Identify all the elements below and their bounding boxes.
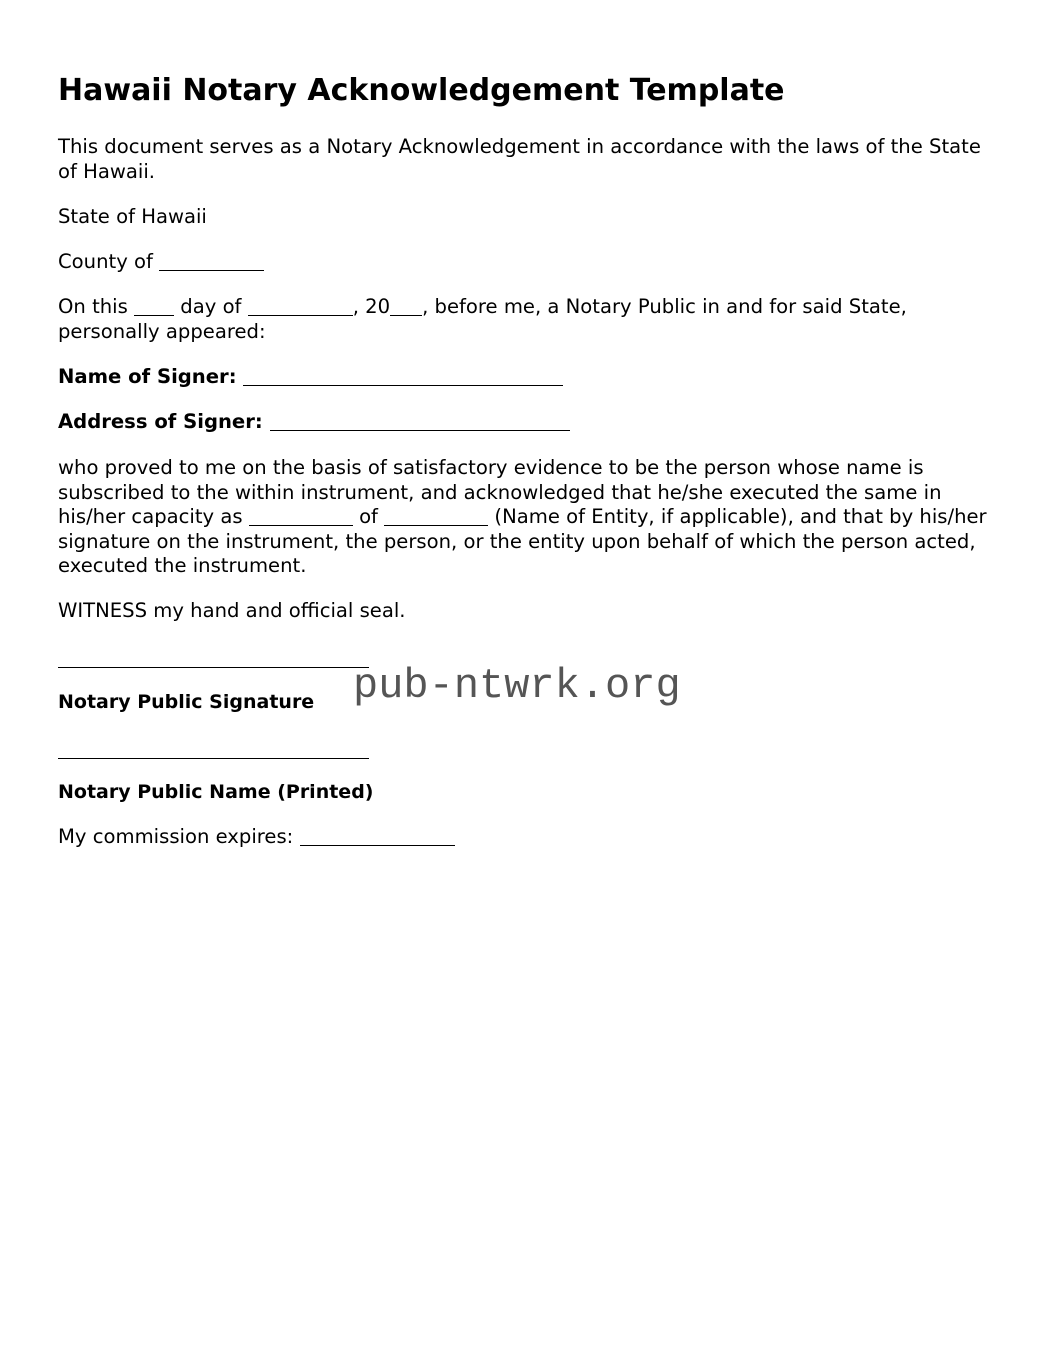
notary-name-line[interactable]	[58, 758, 369, 759]
notary-signature-label: Notary Public Signature	[58, 691, 315, 713]
address-of-signer-blank[interactable]	[270, 412, 570, 431]
county-blank[interactable]	[159, 252, 264, 271]
year-blank[interactable]	[390, 297, 422, 316]
capacity-blank[interactable]	[249, 507, 353, 526]
proof-paragraph	[58, 456, 998, 579]
notary-name-label: Notary Public Name (Printed)	[58, 781, 374, 803]
address-of-signer-label: Address of Signer:	[58, 410, 263, 433]
watermark: pub-ntwrk.org	[353, 662, 681, 710]
appearance-paragraph	[58, 295, 998, 344]
county-label: County of	[58, 250, 153, 273]
intro-paragraph: This document serves as a Notary Acknowledgement in accordance with the laws of the State of Hawaii.	[58, 135, 981, 183]
proof-text-3: (Name of Entity, if applicable), and that by his/her signature on the instrument, the person, or the entity upon behalf of which the person acted, executed the instrument.	[58, 505, 987, 577]
day-blank[interactable]	[134, 297, 174, 316]
proof-text-1: who proved to me on the basis of satisfactory evidence to be the person whose name is subscribed to the within instrument, and acknowledged that he/she executed the same in his/her capacity as	[58, 456, 942, 528]
commission-blank[interactable]	[300, 827, 455, 846]
appearance-text-1: On this	[58, 295, 128, 318]
appearance-text-3: , 20	[352, 295, 391, 318]
commission-label: My commission expires:	[58, 825, 294, 848]
notary-signature-line[interactable]	[58, 667, 369, 668]
name-of-signer-blank[interactable]	[243, 367, 563, 386]
commission-line	[58, 825, 998, 850]
proof-text-2: of	[359, 505, 378, 528]
witness-line: WITNESS my hand and official seal.	[58, 599, 406, 622]
name-of-signer-line	[58, 365, 998, 390]
document-title: Hawaii Notary Acknowledgement Template	[58, 73, 785, 108]
address-of-signer-line	[58, 410, 998, 435]
appearance-text-2: day of	[180, 295, 242, 318]
month-blank[interactable]	[248, 297, 353, 316]
name-of-signer-label: Name of Signer:	[58, 365, 237, 388]
appearance-text-4: , before me, a Notary Public in and for said State, personally appeared:	[58, 295, 907, 343]
county-line	[58, 250, 998, 275]
state-line: State of Hawaii	[58, 205, 207, 228]
entity-blank[interactable]	[384, 507, 488, 526]
